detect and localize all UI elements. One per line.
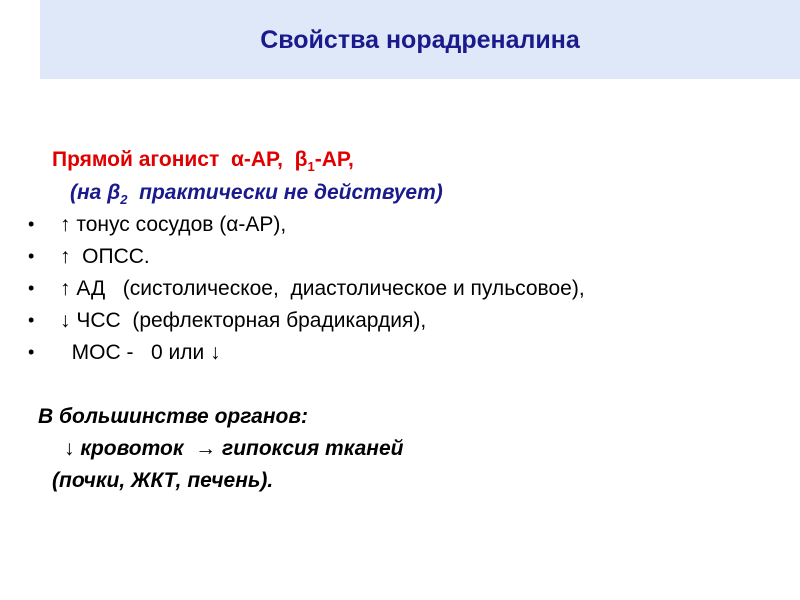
beta2-note-rest: практически не действует) bbox=[139, 181, 443, 204]
beta2-prefix: β bbox=[107, 181, 121, 204]
bullet-text: ↑ тонус сосудов (α-АР), bbox=[60, 213, 287, 236]
bullet-mark: • bbox=[28, 278, 35, 298]
bullet-text: ↑ АД (систолическое, диастолическое и пульсовое), bbox=[60, 277, 585, 300]
bullet-mark: • bbox=[28, 342, 35, 362]
bullet-text: ↓ ЧСС (рефлекторная брадикардия), bbox=[60, 309, 427, 332]
organs-heading: В большинстве органов: bbox=[38, 405, 309, 428]
bullet-text: ↑ ОПСС. bbox=[60, 245, 150, 268]
beta1-prefix: β bbox=[294, 148, 308, 171]
bullet-mark: • bbox=[28, 246, 35, 266]
slide-title: Свойства норадреналина bbox=[260, 26, 580, 54]
beta1-subscript: 1 bbox=[307, 159, 315, 175]
bullet-mark: • bbox=[28, 310, 35, 330]
beta1-suffix: -АР, bbox=[314, 148, 354, 171]
beta2-subscript: 2 bbox=[120, 192, 128, 208]
organs-list: (почки, ЖКТ, печень). bbox=[52, 469, 274, 492]
agonist-lead: Прямой агонист bbox=[52, 148, 220, 171]
bullet-text: МОС - 0 или ↓ bbox=[60, 341, 221, 364]
alpha-receptor: α-АР bbox=[230, 148, 278, 171]
organs-effect: ↓ кровоток → гипоксия тканей bbox=[64, 437, 404, 460]
bullet-mark: • bbox=[28, 214, 35, 234]
agonist-comma: , bbox=[277, 148, 283, 171]
beta2-note-open: (на bbox=[70, 181, 102, 204]
agonist-line bbox=[52, 147, 354, 180]
beta2-note bbox=[70, 180, 443, 213]
